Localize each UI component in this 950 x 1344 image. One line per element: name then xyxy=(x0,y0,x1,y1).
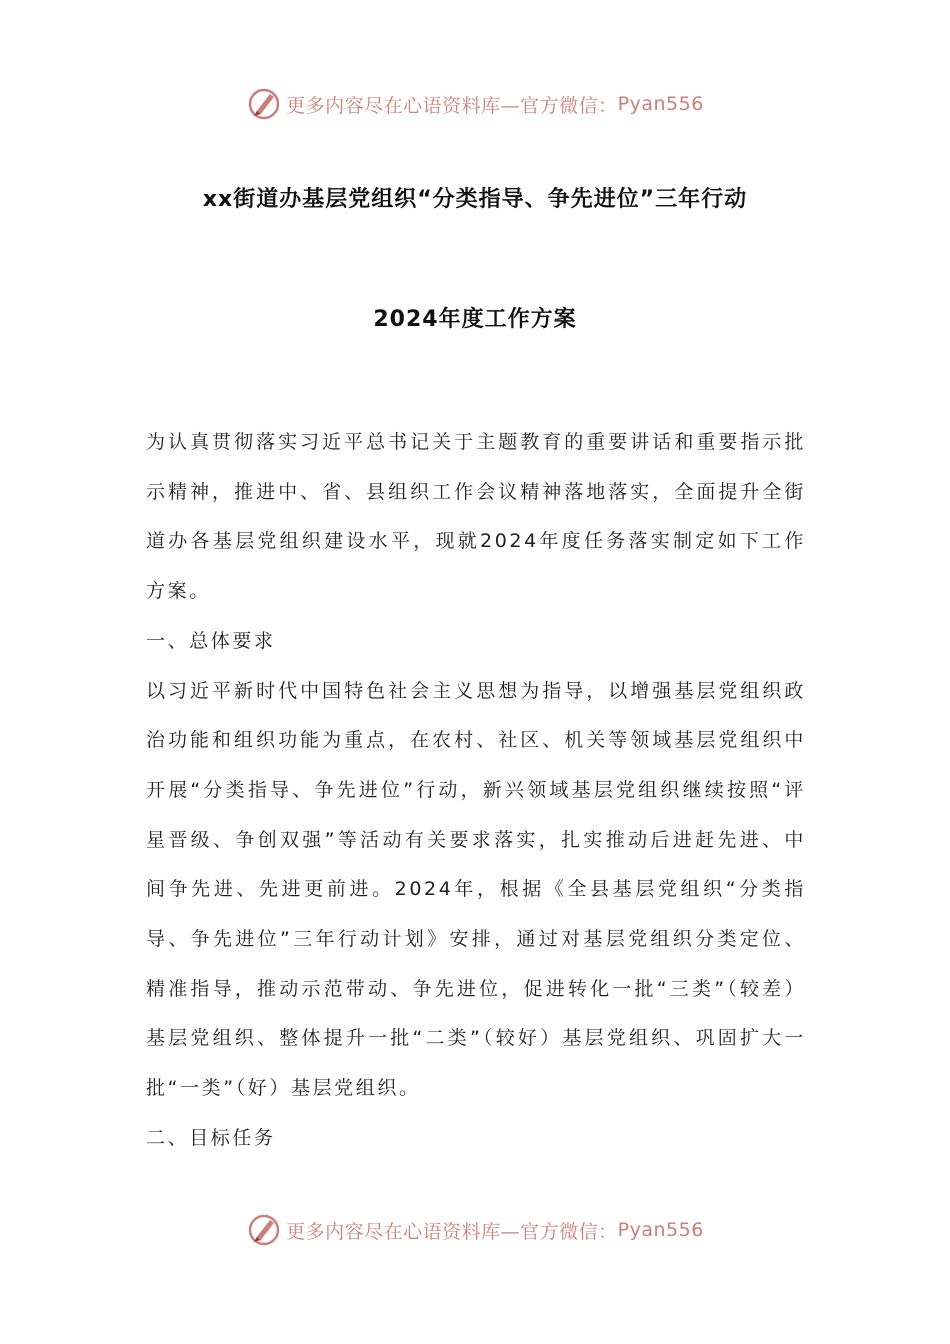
watermark-wechat-id: Pyan556 xyxy=(617,93,704,115)
section-heading-1: 一、总体要求 xyxy=(146,629,276,652)
document-body xyxy=(146,418,806,1164)
watermark-text: 更多内容尽在心语资料库—官方微信： xyxy=(286,1220,618,1243)
header-watermark xyxy=(0,84,950,124)
pen-logo-icon xyxy=(246,1212,282,1248)
document-title-line2: 2024年度工作方案 xyxy=(373,307,577,332)
watermark-text: 更多内容尽在心语资料库—官方微信： xyxy=(286,94,618,117)
footer-watermark xyxy=(0,1210,950,1250)
intro-paragraph: 为认真贯彻落实习近平总书记关于主题教育的重要讲话和重要指示批示精神，推进中、省、县组织工作会议精神落地落实，全面提升全街道办各基层党组织建设水平，现就2024年度任务落实制定如下工作方案。 xyxy=(146,431,806,603)
pen-logo-icon xyxy=(246,86,282,122)
document-title-line1: xx街道办基层党组织“分类指导、争先进位”三年行动 xyxy=(202,187,748,212)
section-1-paragraph: 以习近平新时代中国特色社会主义思想为指导，以增强基层党组织政治功能和组织功能为重点，在农村、社区、机关等领域基层党组织中开展“分类指导、争先进位”行动，新兴领域基层党组织继续按照“评星晋级、争创双强”等活动有关要求落实，扎实推动后进赶先进、中间争先进、先进更前进。2024年，根据《全县基层党组织“分类指导、争先进位”三年行动计划》安排，通过对基层党组织分类定位、精准指导，推动示范带动、争先进位，促进转化一批“三类”（较差）基层党组织、整体提升一批“二类”（较好）基层党组织、巩固扩大一批“一类”（好）基层党组织。 xyxy=(146,679,806,1100)
watermark-wechat-id: Pyan556 xyxy=(617,1219,704,1241)
section-heading-2: 二、目标任务 xyxy=(146,1126,276,1149)
